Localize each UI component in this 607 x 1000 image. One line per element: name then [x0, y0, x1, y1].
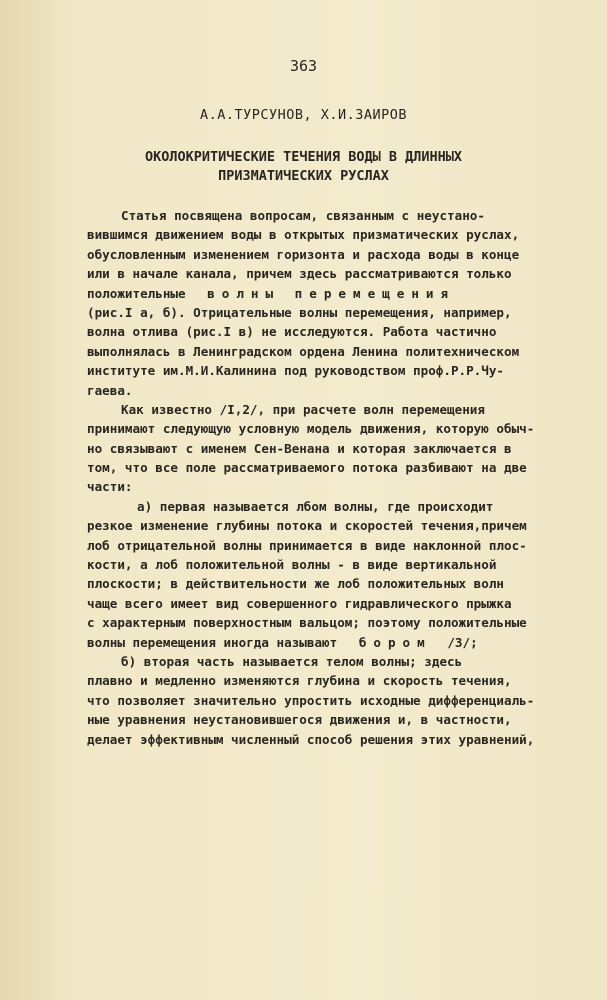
- title-line: ПРИЗМАТИЧЕСКИХ РУСЛАХ: [218, 168, 389, 184]
- body-line: обусловленным изменением горизонта и расхода воды в конце: [87, 246, 520, 262]
- authors: А.А.ТУРСУНОВ, Х.И.ЗАИРОВ: [199, 107, 408, 123]
- body-line: что позволяет значительно упростить исходные дифференциаль-: [87, 692, 535, 708]
- article-body: [87, 206, 557, 749]
- body-line: или в начале канала, причем здесь рассматриваются только: [87, 266, 512, 282]
- title-line: ОКОЛОКРИТИЧЕСКИЕ ТЕЧЕНИЯ ВОДЫ В ДЛИННЫХ: [145, 149, 462, 165]
- body-line: том, что все поле рассматриваемого потока разбивают на две: [87, 460, 527, 476]
- body-line: вившимся движением воды в открытых призматических руслах,: [87, 227, 520, 243]
- body-line: выполнялась в Ленинградском ордена Ленина политехническом: [87, 343, 520, 359]
- body-line: кости, а лоб положительной волны - в виде вертикальной: [87, 557, 497, 573]
- body-text: /3/;: [447, 634, 478, 650]
- body-line: чаще всего имеет вид совершенного гидравлического прыжка: [87, 595, 512, 611]
- body-line: плоскости; в действительности же лоб положительных волн: [87, 576, 505, 592]
- body-line: Статья посвящена вопросам, связанным с неустано-: [121, 208, 485, 223]
- page-number: 363: [289, 57, 318, 75]
- article-title: [0, 148, 607, 186]
- body-line: волна отлива (рис.I в) не исследуются. Работа частично: [87, 324, 497, 340]
- body-line: лоб отрицательной волны принимается в виде наклонной плос-: [87, 537, 527, 553]
- body-line: [87, 633, 557, 652]
- body-line: гаева.: [87, 382, 133, 398]
- body-line: (рис.I а, б). Отрицательные волны перемещения, например,: [87, 304, 512, 320]
- body-line: плавно и медленно изменяются глубина и скорость течения,: [87, 673, 512, 689]
- body-line: резкое изменение глубины потока и скоростей течения,причем: [87, 518, 527, 534]
- body-line: но связывают с именем Сен-Венана и которая заключается в: [87, 440, 512, 456]
- body-line: [87, 284, 557, 303]
- body-line: принимают следующую условную модель движения, которую обыч-: [87, 421, 535, 437]
- body-text: положительные: [87, 285, 186, 301]
- spaced-term: бором: [358, 634, 432, 650]
- body-text: волны перемещения иногда называют: [87, 634, 338, 650]
- body-line: делает эффективным численный способ решения этих уравнений,: [87, 731, 535, 747]
- body-line: с характерным поверхностным вальцом; поэтому положительные: [87, 615, 527, 631]
- body-line: б) вторая часть называется телом волны; здесь: [121, 653, 463, 669]
- spaced-term: волны перемещения: [207, 285, 456, 301]
- body-line: а) первая называется лбом волны, где происходит: [137, 498, 494, 514]
- body-line: части:: [87, 479, 133, 495]
- body-line: ные уравнения неустановившегося движения и, в частности,: [87, 712, 512, 728]
- body-line: Как известно /I,2/, при расчете волн перемещения: [121, 401, 485, 417]
- body-line: институте им.М.И.Калинина под руководством проф.Р.Р.Чу-: [87, 363, 505, 379]
